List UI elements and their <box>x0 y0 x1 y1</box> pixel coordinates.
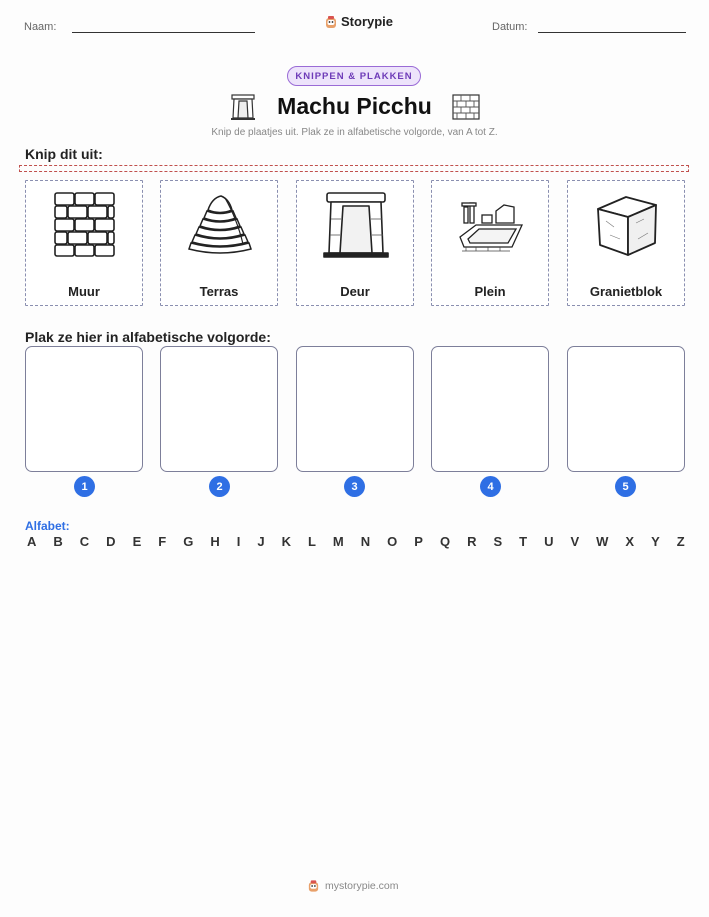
slot-number: 2 <box>209 476 230 497</box>
alphabet-letter: A <box>27 534 37 549</box>
category-badge: KNIPPEN & PLAKKEN <box>287 66 421 86</box>
alphabet-letter: M <box>332 534 344 549</box>
cut-line <box>19 165 689 172</box>
slot-number: 3 <box>344 476 365 497</box>
paste-slot-1[interactable] <box>25 346 143 472</box>
wall-icon <box>452 94 480 120</box>
cut-card-plein[interactable] <box>431 180 549 306</box>
cut-heading: Knip dit uit: <box>25 146 103 162</box>
cut-card-muur[interactable] <box>25 180 143 306</box>
alphabet-letter: H <box>210 534 220 549</box>
slot-number: 1 <box>74 476 95 497</box>
granite-block-icon <box>592 189 662 259</box>
name-field[interactable] <box>72 32 255 33</box>
brand-name: Storypie <box>341 14 394 29</box>
alphabet-letter: Y <box>651 534 660 549</box>
card-label: Terras <box>199 284 239 299</box>
cut-card-granietblok[interactable] <box>567 180 685 306</box>
plaza-ruins-icon <box>456 189 526 259</box>
card-label: Deur <box>340 284 370 299</box>
alphabet-letter: B <box>53 534 63 549</box>
alphabet-letter: N <box>360 534 371 549</box>
alphabet-letter: C <box>79 534 90 549</box>
card-label: Granietblok <box>589 284 663 299</box>
alphabet-letter: D <box>106 534 116 549</box>
mascot-icon <box>324 15 338 29</box>
mascot-icon <box>307 879 320 893</box>
paste-slot-4[interactable] <box>431 346 549 472</box>
paste-slot-2[interactable] <box>160 346 278 472</box>
alphabet-letter: E <box>132 534 142 549</box>
footer-link[interactable]: mystorypie.com <box>325 880 399 892</box>
alphabet-letter: T <box>519 534 528 549</box>
cut-card-terras[interactable] <box>160 180 278 306</box>
alphabet-letter: S <box>493 534 503 549</box>
alphabet-letter: J <box>257 534 265 549</box>
alphabet-letter: U <box>544 534 554 549</box>
brick-wall-icon <box>50 189 120 259</box>
alphabet-letter: V <box>570 534 580 549</box>
alphabet-letter: W <box>596 534 609 549</box>
alphabet-letter: F <box>158 534 167 549</box>
alphabet-letter: Z <box>676 534 685 549</box>
date-field[interactable] <box>538 32 686 33</box>
alphabet-letter: P <box>414 534 423 549</box>
slot-number: 5 <box>615 476 636 497</box>
alphabet-title: Alfabet: <box>25 519 70 533</box>
instructions: Knip de plaatjes uit. Plak ze in alfabetische volgorde, van A tot Z. <box>211 127 498 138</box>
alphabet-letter: R <box>467 534 477 549</box>
card-label: Muur <box>68 284 100 299</box>
paste-slot-5[interactable] <box>567 346 685 472</box>
paste-heading: Plak ze hier in alfabetische volgorde: <box>25 329 271 345</box>
alphabet-row <box>27 534 685 549</box>
date-label: Datum: <box>492 21 528 33</box>
alphabet-letter: I <box>236 534 241 549</box>
cut-card-deur[interactable] <box>296 180 414 306</box>
terrace-icon <box>185 189 255 259</box>
alphabet-letter: Q <box>439 534 451 549</box>
alphabet-letter: G <box>183 534 194 549</box>
paste-slot-3[interactable] <box>296 346 414 472</box>
alphabet-letter: K <box>281 534 291 549</box>
alphabet-letter: O <box>387 534 398 549</box>
name-label: Naam: <box>24 21 57 33</box>
alphabet-letter: X <box>625 534 635 549</box>
alphabet-letter: L <box>307 534 316 549</box>
footer <box>307 879 399 893</box>
stone-doorway-icon <box>321 189 391 259</box>
page-title: Machu Picchu <box>277 93 432 119</box>
card-label: Plein <box>474 284 506 299</box>
slot-number: 4 <box>480 476 501 497</box>
brand-logo <box>324 14 393 29</box>
